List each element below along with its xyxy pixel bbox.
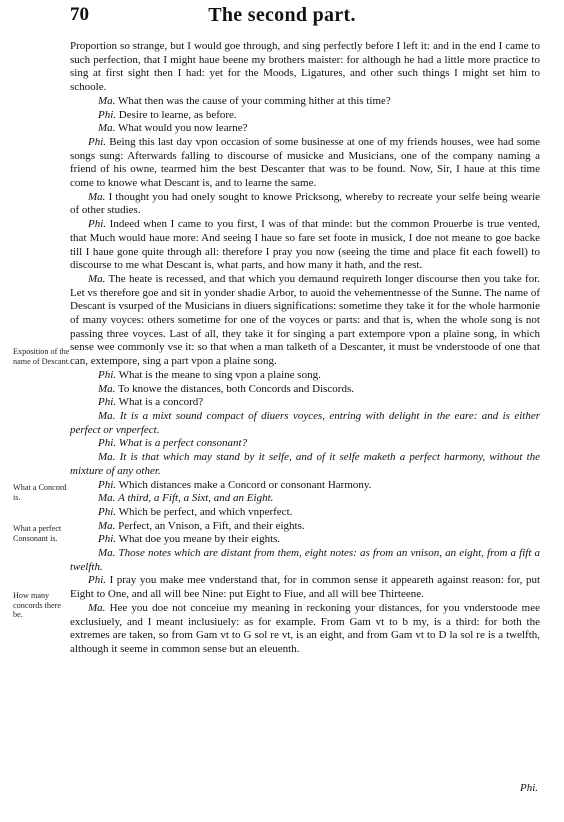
dialogue-line: Phi. Indeed when I came to you first, I was of that minde: but the common Prouerbe is true vented, that Much would haue more: And seeing I haue so fare set foote in musick, I doe not meane to goe backe till I haue gone quite through all: therefore I pray you now (seeing the time and place fit each fowell) to discourse to me what Descant is, what parts, and how many it hath, and the rest. <box>70 218 541 272</box>
dialogue-line: Ma. A third, a Fift, a Sixt, and an Eight. <box>98 492 274 505</box>
dialogue-line: Phi. What is a perfect consonant? <box>98 437 248 450</box>
speaker-label: Phi. <box>98 533 117 546</box>
speaker-label: Phi. <box>88 574 107 587</box>
dialogue-line: Ma. It is a mixt sound compact of diuers voyces, entring with delight in the eare: and is either perfect or vnperfect. <box>70 409 540 436</box>
body-text <box>70 40 540 657</box>
speaker-label: Phi. <box>88 135 107 148</box>
margin-note: What a Concord is. <box>13 483 67 502</box>
speaker-label: Phi. <box>88 218 107 231</box>
dialogue-line: Phi. What is the meane to sing vpon a plaine song. <box>98 368 321 381</box>
speaker-label: Ma. <box>98 547 116 560</box>
margin-note: Exposition of the name of Descant. <box>13 347 71 366</box>
speaker-label: Ma. <box>88 601 106 614</box>
catchword: Phi. <box>519 782 538 794</box>
speaker-label: Phi. <box>98 368 117 381</box>
speaker-label: Phi. <box>98 437 117 450</box>
speaker-label: Ma. <box>98 122 116 135</box>
dialogue-line: Phi. Which distances make a Concord or consonant Harmony. <box>98 478 372 491</box>
speaker-label: Ma. <box>98 451 116 464</box>
speaker-label: Ma. <box>98 519 116 532</box>
page-number: 70 <box>70 4 89 25</box>
margin-note: How many concords there be. <box>13 591 61 619</box>
speaker-label: Ma. <box>98 382 116 395</box>
speaker-label: Phi. <box>98 396 117 409</box>
paragraph: Proportion so strange, but I would goe through, and sing perfectly before I left it: and in the end I came to such perfection, that I might haue beene my brothers maister: for although he had a little more practice to sing at first sight then I had: yet for the Moods, Ligatures, and other such things I might set him to schoole. <box>70 40 540 94</box>
dialogue-line: Ma. Those notes which are distant from them, eight notes: as from an vnison, an eight, from a fift a twelfth. <box>70 547 541 573</box>
dialogue-line: Phi. Desire to learne, as before. <box>98 108 237 121</box>
dialogue-line: Phi. Which be perfect, and which vnperfect. <box>98 505 293 518</box>
speaker-label: Ma. <box>98 409 116 422</box>
dialogue-line: Phi. What doe you meane by their eights. <box>98 533 281 546</box>
speaker-label: Phi. <box>98 478 117 491</box>
dialogue-line: Ma. To knowe the distances, both Concords and Discords. <box>98 382 354 395</box>
dialogue-line: Ma. What would you now learne? <box>98 122 248 135</box>
dialogue-line: Ma. I thought you had onely sought to knowe Pricksong, whereby to recreate your selfe being wearie of other studies. <box>70 190 541 217</box>
speaker-label: Phi. <box>98 108 117 121</box>
dialogue-line: Phi. Being this last day vpon occasion of some businesse at one of my friends houses, wee had some songs sung: Afterwards falling to discourse of musicke and Musicians, one of the company naming a friend of his owne, tearmed him the best Descanter that was to be found. Now, Sir, I haue at this time come to knowe what Descant is, and to learne the same. <box>70 135 541 190</box>
margin-note: What a perfect Consonant is. <box>13 524 62 543</box>
dialogue-line: Phi. What is a concord? <box>98 396 204 409</box>
speaker-label: Phi. <box>98 505 117 518</box>
speaker-label: Ma. <box>98 492 116 505</box>
speaker-label: Ma. <box>98 94 116 107</box>
speaker-label: Ma. <box>88 272 106 285</box>
dialogue-line: Ma. Perfect, an Vnison, a Fift, and their eights. <box>98 519 305 532</box>
running-title: The second part. <box>208 4 356 26</box>
speaker-label: Ma. <box>88 190 106 203</box>
dialogue-line: Ma. It is that which may stand by it selfe, and of it selfe maketh a perfect harmony, without the mixture of any other. <box>70 451 541 477</box>
dialogue-line: Ma. Hee you doe not conceiue my meaning in reckoning your distances, for you vnderstoode mee exclusiuely, and I meant inclusiuely: as for example. From Gam vt to b my, is a third: for both the extremes are taken, so from Gam vt to G sol re vt, is an eight, and from Gam vt to D la sol re is a twelfth, although it seeme in common sense but an eleuenth. <box>70 601 541 655</box>
dialogue-line: Phi. I pray you make mee vnderstand that, for in common sense it appeareth against reason: for, put Eight to One, and all will bee Nine: put Eight to Fiue, and all will bee Thirteene. <box>70 574 540 601</box>
dialogue-line: Ma. What then was the cause of your comming hither at this time? <box>98 94 391 107</box>
dialogue-line: Ma. The heate is recessed, and that which you demaund requireth longer discourse then you take for. Let vs therefore goe and sit in yonder shadie Arbor, to auoid the vehementnesse of the Sunne. The name of Descant is vsurped of the Musicians in diuers significations: sometime they take it for the whole harmonie of many voyces: others sometime for one of the voyces or parts: and that is, when the whole song is not passing three voyces. Last of all, they take it for singing a part extempore vpon a plaine song, in which sense wee commonly vse it: so that when a man talketh of a Descanter, it must be vnderstoode of one that can, extempore, sing a part vpon a plaine song. <box>70 272 540 368</box>
